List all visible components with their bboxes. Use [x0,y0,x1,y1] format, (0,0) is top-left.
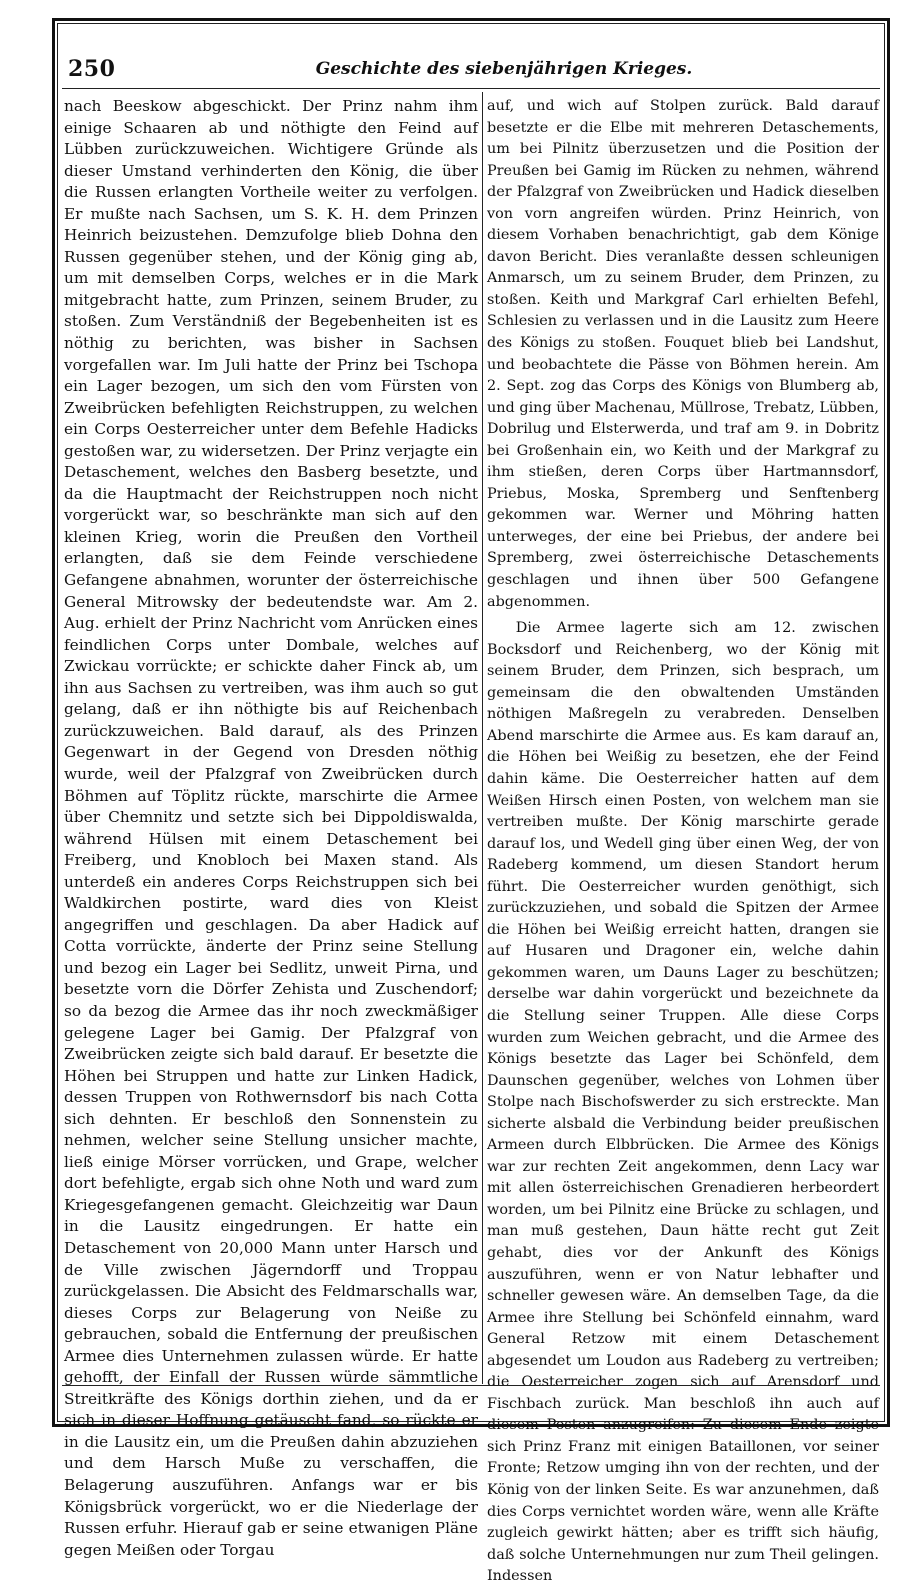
footer-rule [62,1385,880,1386]
page-number: 250 [68,56,116,82]
column-divider [482,92,483,1384]
text-column-left [64,96,478,1559]
text-column-right [487,96,879,1585]
running-title: Geschichte des siebenjährigen Krieges. [315,59,693,79]
paragraph: auf, und wich auf Stolpen zurück. Bald darauf besetzte er die Elbe mit mehreren Detaschements, um bei Pilnitz überzusetzen und die Position der Preußen bei Gamig im Rücken zu nehmen, während der Pfalzgraf von Zweibrücken und Hadick dieselben von vorn angreifen würden. Prinz Heinrich, von diesem Vorhaben benachrichtigt, gab dem Könige davon Bericht. Dies veranlaßte dessen schleunigen Anmarsch, um zu seinem Bruder, dem Prinzen, zu stoßen. Keith und Markgraf Carl erhielten Befehl, Schlesien zu verlassen und in die Lausitz zum Heere des Königs zu stoßen. Fouquet blieb bei Landshut, und beobachtete die Pässe von Böhmen herein. Am 2. Sept. zog das Corps des Königs von Blumberg ab, und ging über Machenau, Müllrose, Trebatz, Lübben, Dobrilug und Elsterwerda, und traf am 9. in Dobritz bei Großenhain ein, wo Keith und der Markgraf zu ihm stießen, deren Corps über Hartmannsdorf, Priebus, Moska, Spremberg und Senftenberg gekommen war. Werner und Möhring hatten unterweges, der eine bei Priebus, der andere bei Spremberg, zwei österreichische Detaschements geschlagen und ihnen über 500 Gefangene abgenommen. [487,98,879,610]
paragraph: nach Beeskow abgeschickt. Der Prinz nahm ihm einige Schaaren ab und nöthigte den Feind auf Lübben zurückzuweichen. Wichtigere Gründe als dieser Umstand verhinderten den König, die über die Russen erlangten Vortheile weiter zu verfolgen. Er mußte nach Sachsen, um S. K. H. dem Prinzen Heinrich beizustehen. Demzufolge blieb Dohna den Russen gegenüber stehen, und der König ging ab, um mit demselben Corps, welches er in die Mark mitgebracht hatte, zum Prinzen, seinem Bruder, zu stoßen. Zum Verständniß der Begebenheiten ist es nöthig zu berichten, was bisher in Sachsen vorgefallen war. Im Juli hatte der Prinz bei Tschopa ein Lager bezogen, um sich den vom Fürsten von Zweibrücken befehligten Reichstruppen, zu welchen ein Corps Oesterreicher unter dem Befehle Hadicks gestoßen war, zu widersetzen. Der Prinz verjagte ein Detaschement, welches den Basberg besetzte, und da die Hauptmacht der Reichstruppen noch nicht vorgerückt war, so beschränkte man sich auf den kleinen Krieg, worin die Preußen den Vortheil erlangten, daß sie dem Feinde verschiedene Gefangene abnahmen, worunter der österreichische General Mitrowsky der bedeutendste war. Am 2. Aug. erhielt der Prinz Nachricht vom Anrücken eines feindlichen Corps unter Dombale, welches auf Zwickau vorrückte; er schickte daher Finck ab, um ihn aus Sachsen zu vertreiben, was ihm auch so gut gelang, daß er ihn nöthigte bis auf Reichenbach zurückzuweichen. Bald darauf, als des Prinzen Gegenwart in der Gegend von Dresden nöthig wurde, weil der Pfalzgraf von Zweibrücken durch Böhmen auf Töplitz rückte, marschirte die Armee über Chemnitz und setzte sich bei Dippoldiswalda, während Hülsen mit einem Detaschement bei Freiberg, und Knobloch bei Maxen stand. Als unterdeß ein anderes Corps Reichstruppen sich bei Waldkirchen postirte, ward dies von Kleist angegriffen und geschlagen. Da aber Hadick auf Cotta vorrückte, änderte der Prinz seine Stellung und bezog ein Lager bei Sedlitz, unweit Pirna, und besetzte vorn die Dörfer Zehista und Zuschendorf; so da bezog die Armee das ihr noch zweckmäßiger gelegene Lager bei Gamig. Der Pfalzgraf von Zweibrücken zeigte sich bald darauf. Er besetzte die Höhen bei Struppen und hatte zur Linken Hadick, dessen Truppen von Rothwernsdorf bis nach Cotta sich dehnten. Er beschloß den Sonnenstein zu nehmen, welcher seine Stellung unsicher machte, ließ einige Mörser vorrücken, und Grape, welcher dort befehligte, ergab sich ohne Noth und ward zum Kriegesgefangenen gemacht. Gleichzeitig war Daun in die Lausitz eingedrungen. Er hatte ein Detaschement von 20,000 Mann unter Harsch und de Ville zwischen Jägerndorff und Troppau zurückgelassen. Die Absicht des Feldmarschalls war, dieses Corps zur Belagerung von Neiße zu gebrauchen, sobald die Entfernung der preußischen Armee dies Unternehmen zulassen würde. Er hatte gehofft, der Einfall der Russen würde sämmtliche Streitkräfte des Königs dorthin ziehen, und da er sich in dieser Hoffnung getäuscht fand, so rückte er in die Lausitz ein, um die Preußen dahin abzuziehen und dem Harsch Muße zu verschaffen, die Belagerung auszuführen. Anfangs war er bis Königsbrück vorgerückt, wo er die Niederlage der Russen erfuhr. Hierauf gab er seine etwanigen Pläne gegen Meißen oder Torgau [64,97,478,1559]
paragraph: Die Armee lagerte sich am 12. zwischen Bocksdorf und Reichenberg, wo der König mit seinem Bruder, dem Prinzen, sich besprach, um gemeinsam die den obwaltenden Umständen nöthigen Maßregeln zu verabreden. Denselben Abend marschirte die Armee aus. Es kam darauf an, die Höhen bei Weißig zu besetzen, ehe der Feind dahin käme. Die Oesterreicher hatten auf dem Weißen Hirsch einen Posten, von welchem man sie vertreiben mußte. Der König marschirte gerade darauf los, und Wedell ging über einen Weg, der von Radeberg kommend, um diesen Standort herum führt. Die Oesterreicher wurden genöthigt, sich zurückzuziehen, und sobald die Spitzen der Armee die Höhen bei Weißig erreicht hatten, drangen sie auf Husaren und Dragoner ein, welche dahin gekommen waren, um Dauns Lager zu beschützen; derselbe war dahin vorgerückt und bezeichnete da die Stellung seiner Truppen. Alle diese Corps wurden zum Weichen gebracht, und die Armee des Königs besetzte das Lager bei Schönfeld, dem Daunschen gegenüber, welches von Lohmen über Stolpe nach Bischofswerder zu sich erstreckte. Man sicherte alsbald die Verbindung beider preußischen Armeen durch Elbbrücken. Die Armee des Königs war zur rechten Zeit angekommen, denn Lacy war mit allen österreichischen Grenadieren herbeordert worden, um bei Pilnitz eine Brücke zu schlagen, und man muß gestehen, Daun hätte recht gut Zeit gehabt, dies vor der Ankunft des Königs auszuführen, wenn er von Natur lebhafter und schneller gewesen wäre. An demselben Tage, da die Armee ihre Stellung bei Schönfeld einnahm, ward General Retzow mit einem Detaschement abgesendet um Loudon aus Radeberg zu vertreiben; die Oesterreicher zogen sich auf Arensdorf und Fischbach zurück. Man beschloß ihn auch auf diesem Posten anzugreifen: Zu diesem Ende zeigte sich Prinz Franz mit einigen Bataillonen, vor seiner Fronte; Retzow umging ihn von der rechten, und der König von der linken Seite. Es war anzunehmen, daß dies Corps vernichtet worden wäre, wenn alle Kräfte zugleich gewirkt hätten; aber es trifft sich häufig, daß solche Unternehmungen nur zum Theil gelingen. Indessen [487,620,879,1585]
page-header [64,50,876,86]
header-rule [62,88,880,89]
